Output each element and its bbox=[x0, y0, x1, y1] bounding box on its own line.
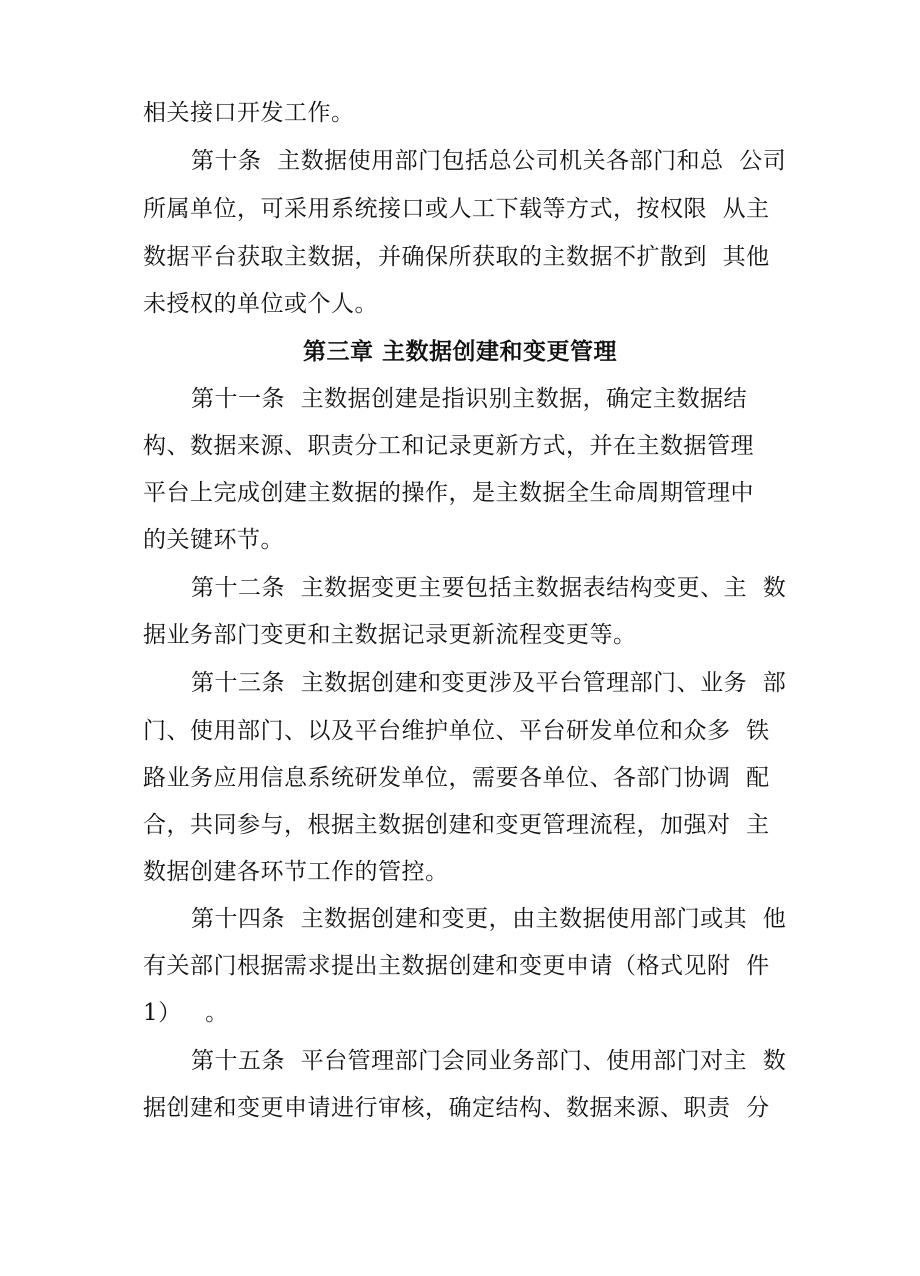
article-14-line-2: 有关部门根据需求提出主数据创建和变更申请（格式见附 件 bbox=[143, 953, 770, 979]
article-13-line-4: 合，共同参与，根据主数据创建和变更管理流程，加强对 主 bbox=[143, 812, 770, 838]
article-10-line-2: 所属单位，可采用系统接口或人工下载等方式，按权限 从主 bbox=[143, 196, 770, 222]
article-13-line-2: 门、使用部门、以及平台维护单位、平台研发单位和众多 铁 bbox=[143, 718, 770, 744]
article-12-line-1: 第十二条 主数据变更主要包括主数据表结构变更、主 数 bbox=[191, 575, 787, 601]
article-13-line-5: 数据创建各环节工作的管控。 bbox=[143, 859, 449, 885]
article-10-line-4: 未授权的单位或个人。 bbox=[143, 291, 378, 317]
article-11-line-2: 构、数据来源、职责分工和记录更新方式，并在主数据管理 bbox=[143, 433, 754, 459]
article-10-line-3: 数据平台获取主数据，并确保所获取的主数据不扩散到 其他 bbox=[143, 244, 770, 270]
article-15-line-1: 第十五条 平台管理部门会同业务部门、使用部门对主 数 bbox=[191, 1048, 787, 1074]
chapter-heading: 第三章 主数据创建和变更管理 bbox=[302, 338, 617, 365]
article-11-line-1: 第十一条 主数据创建是指识别主数据，确定主数据结 bbox=[191, 386, 748, 412]
article-12-line-2: 据业务部门变更和主数据记录更新流程变更等。 bbox=[143, 622, 637, 648]
article-10-line-1: 第十条 主数据使用部门包括总公司机关各部门和总 公司 bbox=[191, 148, 787, 174]
article-14-line-1: 第十四条 主数据创建和变更，由主数据使用部门或其 他 bbox=[191, 906, 787, 932]
article-13-line-1: 第十三条 主数据创建和变更涉及平台管理部门、业务 部 bbox=[191, 670, 787, 696]
article-13-line-3: 路业务应用信息系统研发单位，需要各单位、各部门协调 配 bbox=[143, 765, 770, 791]
text-line-1: 相关接口开发工作。 bbox=[143, 100, 355, 126]
article-11-line-4: 的关键环节。 bbox=[143, 527, 284, 553]
article-14-line-3: 1） 。 bbox=[143, 1000, 229, 1026]
article-15-line-2: 据创建和变更申请进行审核，确定结构、数据来源、职责 分 bbox=[143, 1095, 770, 1121]
article-11-line-3: 平台上完成创建主数据的操作，是主数据全生命周期管理中 bbox=[143, 480, 754, 506]
